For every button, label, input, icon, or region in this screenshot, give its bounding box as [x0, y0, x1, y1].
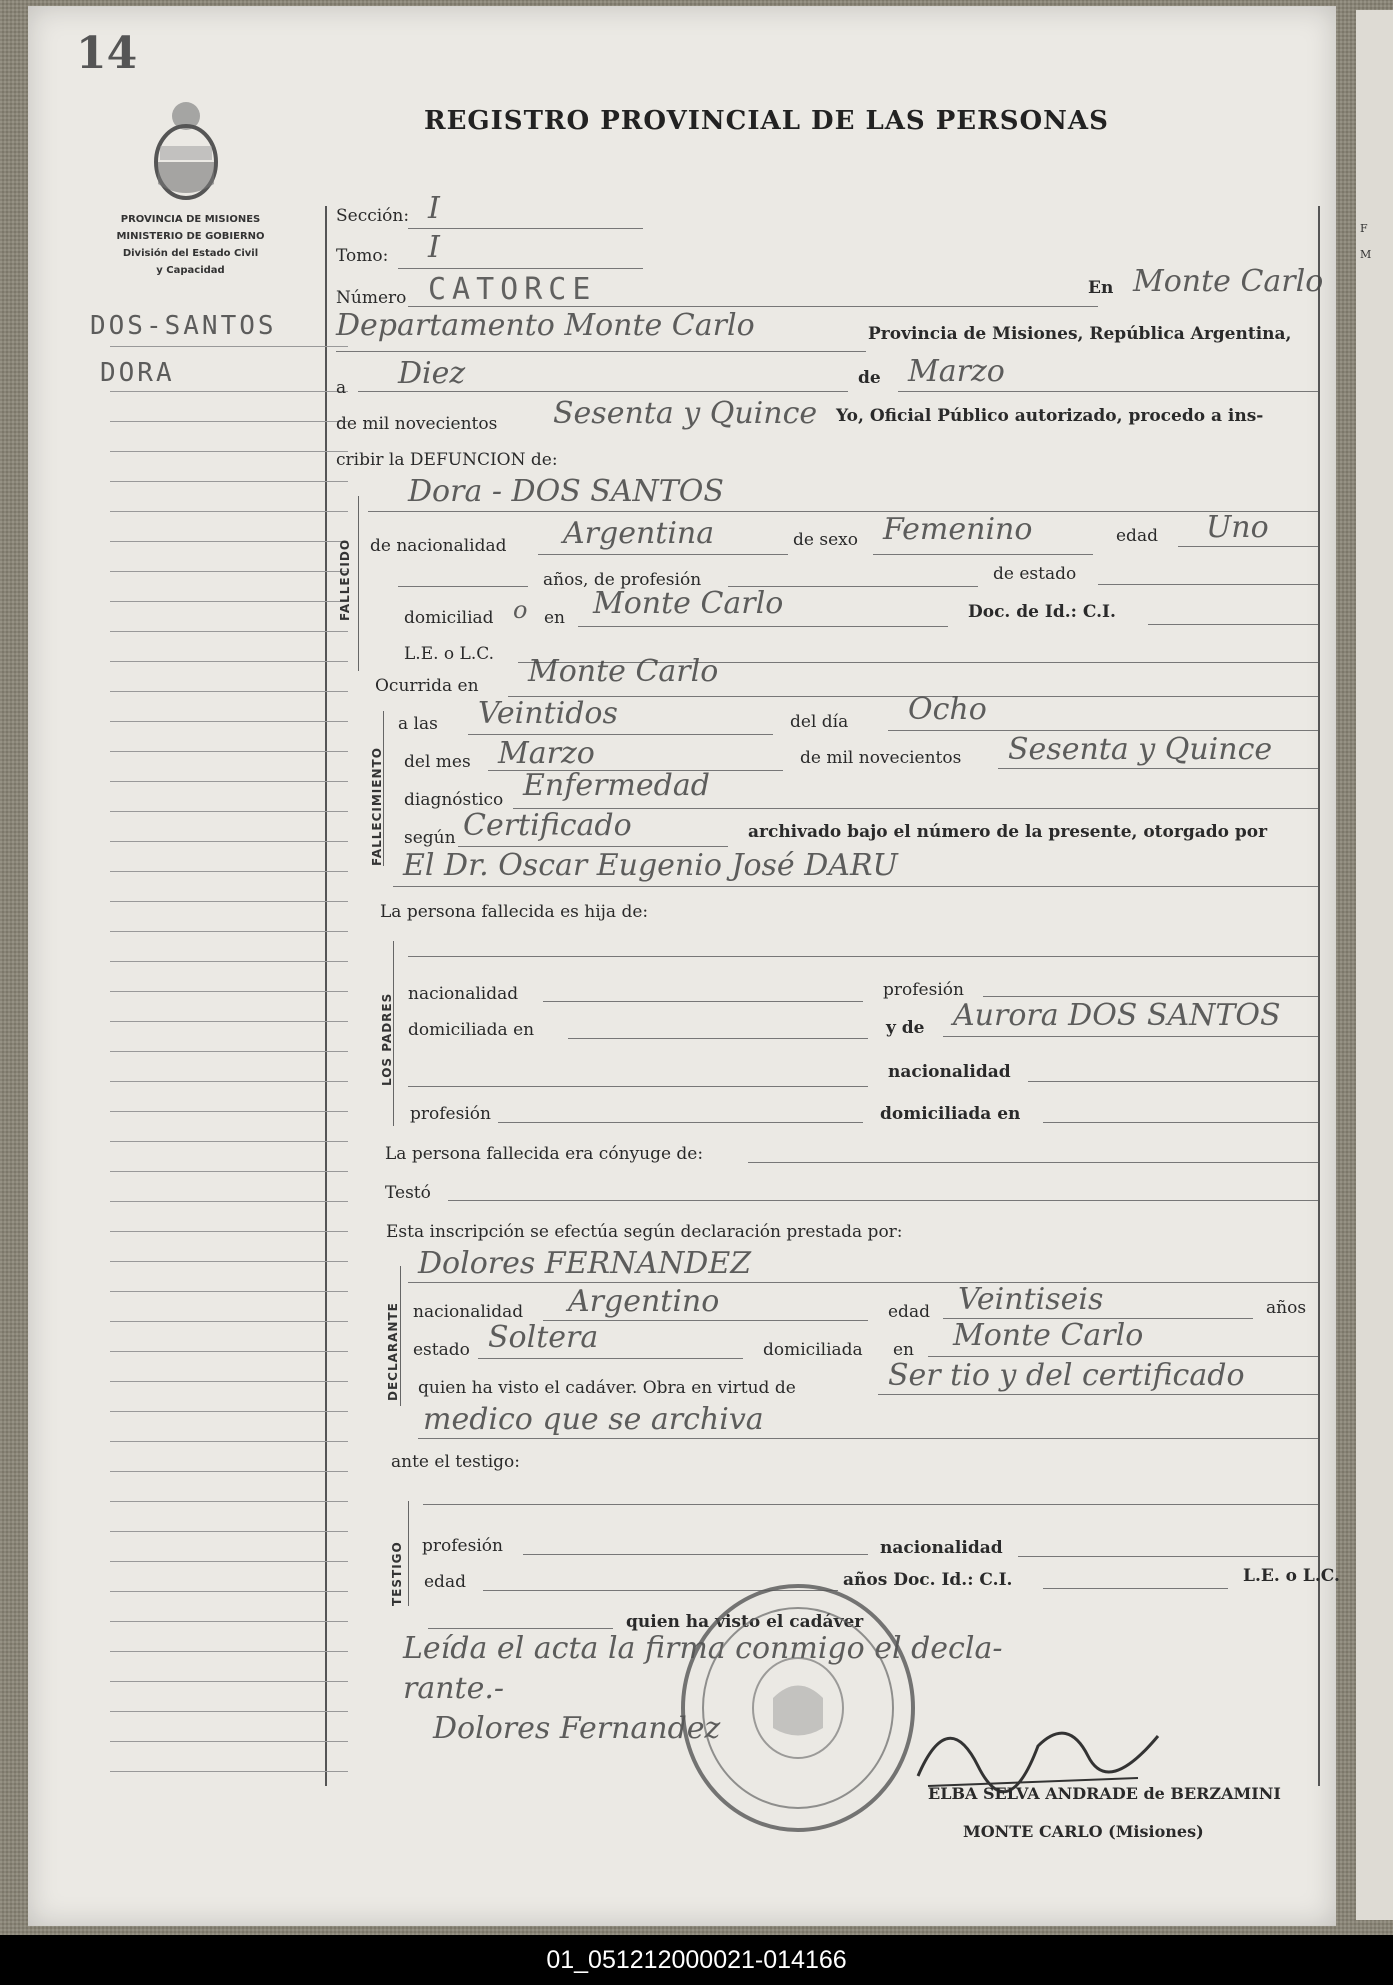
mil-label: de mil novecientos — [336, 414, 498, 434]
declarante-domiciliada-label: domiciliada — [763, 1340, 863, 1360]
deldia-label: del día — [790, 712, 849, 732]
testo-label: Testó — [385, 1183, 431, 1203]
padre-nacionalidad-label: nacionalidad — [408, 984, 519, 1004]
facing-letter: F — [1360, 222, 1368, 235]
hora-value: Veintidos — [478, 696, 618, 731]
le-label: L.E. o L.C. — [404, 644, 495, 664]
en-value: Monte Carlo — [1133, 264, 1324, 299]
segun-label: según — [404, 828, 456, 848]
seccion-label: Sección: — [336, 206, 410, 226]
numero-value: CATORCE — [428, 272, 597, 307]
right-rule — [1318, 206, 1320, 1786]
ministry-block — [73, 211, 308, 279]
margin-rule — [325, 206, 327, 1786]
dia-value: Diez — [398, 356, 466, 391]
declarante-estado-value: Soltera — [488, 1320, 599, 1355]
page-number: 14 — [76, 28, 138, 79]
official-seal-icon — [673, 1578, 923, 1838]
tomo-label: Tomo: — [336, 246, 389, 266]
facing-letter: M — [1360, 248, 1372, 261]
registry-page — [28, 6, 1340, 1926]
mes-value: Marzo — [498, 736, 595, 771]
sexo-label: de sexo — [793, 530, 858, 550]
declarante-signature: Dolores Fernandez — [433, 1711, 721, 1746]
closing-line-2: rante.- — [403, 1671, 505, 1706]
closing-line-1: Leída el acta la firma conmigo el decla- — [403, 1631, 1003, 1666]
dia-value: Ocho — [908, 692, 987, 727]
madre-value: Aurora DOS SANTOS — [953, 998, 1281, 1033]
margin-surname: DOS-SANTOS — [90, 311, 277, 341]
ministry-line: PROVINCIA DE MISIONES — [120, 214, 261, 225]
ministry-line: División del Estado Civil — [122, 248, 259, 259]
declarante-en-label: en — [893, 1340, 915, 1360]
provincia-text: Provincia de Misiones, República Argentina, — [868, 324, 1292, 344]
numero-label: Número — [336, 288, 407, 308]
section-rule — [358, 496, 359, 671]
image-id: 01_051212000021-014166 — [0, 1935, 1393, 1985]
virtud-value: Ser tio y del certificado — [888, 1358, 1245, 1393]
delmes-label: del mes — [404, 752, 471, 772]
ocurrida-label: Ocurrida en — [375, 676, 479, 696]
madre-domiciliada-label: domiciliada en — [880, 1104, 1021, 1124]
anios-label: años, de profesión — [543, 570, 702, 590]
official-name: ELBA SELVA ANDRADE de BERZAMINI — [928, 1784, 1281, 1803]
departamento-value: Departamento Monte Carlo — [336, 308, 755, 343]
diagnostico-label: diagnóstico — [404, 790, 504, 810]
anio-value: Sesenta y Quince — [1008, 732, 1273, 767]
fallecido-label: FALLECIDO — [338, 538, 352, 621]
madre-nacionalidad-label: nacionalidad — [888, 1062, 1011, 1082]
section-rule — [408, 1501, 409, 1606]
madre-profesion-label: profesión — [410, 1104, 491, 1124]
inscripcion-text: Esta inscripción se efectúa según declaración prestada por: — [386, 1222, 903, 1242]
estado-label: de estado — [993, 564, 1077, 584]
archivado-text: archivado bajo el número de la presente, otorgado por — [748, 822, 1268, 842]
facing-page-edge — [1356, 10, 1393, 1920]
quien-text: quien ha visto el cadáver. Obra en virtud de — [418, 1378, 796, 1398]
seccion-value: I — [428, 191, 440, 226]
oficial-text: Yo, Oficial Público autorizado, procedo a ins- — [836, 406, 1264, 426]
edad-value: Uno — [1206, 510, 1269, 545]
ministry-line: y Capacidad — [156, 265, 225, 276]
page-title: REGISTRO PROVINCIAL DE LAS PERSONAS — [424, 106, 1109, 136]
declarante-estado-label: estado — [413, 1340, 470, 1360]
ministry-line: MINISTERIO DE GOBIERNO — [116, 231, 265, 242]
coat-of-arms-icon — [146, 94, 226, 204]
en-label: en — [544, 608, 566, 628]
alas-label: a las — [398, 714, 438, 734]
padre-domiciliada-label: domiciliada en — [408, 1020, 535, 1040]
domicilio-value: Monte Carlo — [593, 586, 784, 621]
virtud-value-continued: medico que se archiva — [423, 1402, 764, 1437]
edad-label: edad — [1116, 526, 1158, 546]
nacionalidad-label: de nacionalidad — [370, 536, 507, 556]
mes-value: Marzo — [908, 354, 1005, 389]
declarante-nacionalidad-value: Argentino — [568, 1284, 720, 1319]
section-rule — [400, 1266, 401, 1406]
domicilio-suffix: o — [513, 596, 528, 624]
anio-value: Sesenta y Quince — [553, 396, 818, 431]
padre-profesion-label: profesión — [883, 980, 964, 1000]
padres-label: LOS PADRES — [380, 992, 394, 1086]
declarante-domicilio-value: Monte Carlo — [953, 1318, 1144, 1353]
declarante-nacionalidad-label: nacionalidad — [413, 1302, 524, 1322]
declarante-label: DECLARANTE — [386, 1302, 400, 1401]
fallecido-name: Dora - DOS SANTOS — [408, 474, 724, 509]
ocurrida-value: Monte Carlo — [528, 654, 719, 689]
margin-name: DORA — [100, 358, 175, 388]
testigo-label: TESTIGO — [390, 1541, 404, 1606]
inscribir-text: cribir la DEFUNCION de: — [336, 450, 558, 470]
yde-label: y de — [886, 1018, 925, 1038]
nacionalidad-value: Argentina — [563, 516, 715, 551]
mil-label: de mil novecientos — [800, 748, 962, 768]
declarante-name: Dolores FERNANDEZ — [418, 1246, 752, 1281]
doc-label: Doc. de Id.: C.I. — [968, 602, 1116, 622]
declarante-anios-label: años — [1266, 1298, 1307, 1318]
testigo-le-label: L.E. o L.C. — [1243, 1566, 1340, 1586]
official-place: MONTE CARLO (Misiones) — [963, 1822, 1204, 1841]
tomo-value: I — [428, 230, 440, 265]
testigo-doc-label: años Doc. Id.: C.I. — [843, 1570, 1013, 1590]
ante-text: ante el testigo: — [391, 1452, 521, 1472]
testigo-nacionalidad-label: nacionalidad — [880, 1538, 1003, 1558]
testigo-quien-label: quien ha visto el cadáver — [626, 1612, 864, 1632]
segun-value: Certificado — [463, 808, 632, 843]
fallecimiento-label: FALLECIMIENTO — [370, 747, 384, 866]
en-label: En — [1088, 278, 1114, 298]
domicilio-label: domiciliad — [404, 608, 494, 628]
sexo-value: Femenino — [883, 512, 1033, 547]
otorgado-value: El Dr. Oscar Eugenio José DARU — [403, 848, 898, 883]
testigo-edad-label: edad — [424, 1572, 466, 1592]
hija-text: La persona fallecida es hija de: — [380, 902, 649, 922]
a-label: a — [336, 378, 347, 398]
testigo-profesion-label: profesión — [422, 1536, 503, 1556]
diagnostico-value: Enfermedad — [523, 768, 710, 803]
declarante-edad-label: edad — [888, 1302, 930, 1322]
de-label: de — [858, 368, 881, 388]
conyuge-text: La persona fallecida era cónyuge de: — [385, 1144, 704, 1164]
declarante-edad-value: Veintiseis — [958, 1282, 1104, 1317]
